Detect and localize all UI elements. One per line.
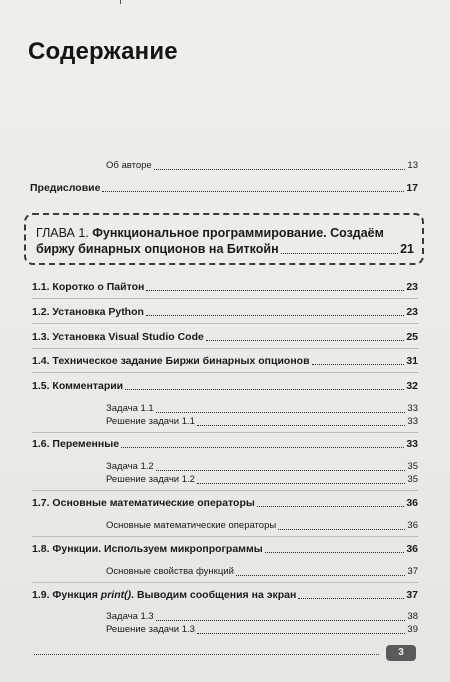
separator [32, 432, 418, 433]
leader-dots [236, 575, 406, 576]
toc-entry-label: Задача 1.2 [106, 461, 154, 472]
toc-entry-label: Задача 1.3 [106, 611, 154, 622]
toc-entry-label: Задача 1.1 [106, 403, 154, 414]
toc-entry-page: 23 [406, 306, 418, 318]
leader-dots [197, 425, 405, 426]
toc-subentry-1-5-solution[interactable] [106, 416, 418, 428]
binding-mark [120, 0, 121, 4]
toc-entry-1-7[interactable] [32, 497, 418, 509]
toc-entry-page: 39 [407, 624, 418, 635]
toc-entry-about-author[interactable] [106, 160, 418, 172]
leader-dots [278, 529, 405, 530]
toc-entry-page: 23 [406, 281, 418, 293]
separator [32, 323, 418, 324]
toc-entry-page: 35 [407, 461, 418, 472]
separator [32, 298, 418, 299]
toc-entry-label: Основные математические операторы [106, 520, 277, 531]
toc-entry-page: 38 [407, 611, 418, 622]
toc-entry-page: 37 [407, 566, 418, 577]
leader-dots [298, 598, 404, 599]
leader-dots [102, 191, 404, 192]
leader-dots [281, 253, 398, 254]
toc-entry-label: 1.6. Переменные [32, 438, 120, 450]
page-number-badge: 3 [386, 645, 416, 661]
leader-dots [197, 633, 405, 634]
chapter-heading-line2 [36, 241, 414, 257]
chapter-title-part2: биржу бинарных опционов на Биткойн [36, 242, 279, 256]
leader-dots [156, 620, 406, 621]
toc-entry-1-2[interactable] [32, 306, 418, 318]
toc-subentry-1-9-task[interactable] [106, 611, 418, 623]
toc-subentry-1-6-task[interactable] [106, 461, 418, 473]
toc-subentry-1-7-operators[interactable] [106, 520, 418, 532]
separator [32, 348, 418, 349]
toc-entry-page: 36 [407, 520, 418, 531]
leader-dots [156, 470, 406, 471]
chapter-title-part1: Функциональное программирование. Создаём [92, 226, 384, 240]
toc-subentry-1-9-solution[interactable] [106, 624, 418, 636]
toc-entry-label-pre: 1.9. Функция [32, 589, 101, 601]
toc-entry-1-3[interactable] [32, 331, 418, 343]
leader-dots [206, 340, 404, 341]
toc-entry-page: 36 [406, 543, 418, 555]
separator [32, 536, 418, 537]
toc-entry-page: 13 [407, 160, 418, 171]
leader-dots [121, 447, 404, 448]
chapter-prefix: ГЛАВА 1. [36, 226, 89, 240]
toc-entry-label [32, 589, 296, 601]
toc-entry-label: 1.5. Комментарии [32, 380, 124, 392]
toc-entry-label: Об авторе [106, 160, 152, 171]
leader-dots [257, 506, 404, 507]
toc-entry-page: 32 [406, 380, 418, 392]
toc-entry-page: 33 [406, 438, 418, 450]
toc-entry-1-5[interactable] [32, 380, 418, 392]
toc-entry-label: 1.7. Основные математические операторы [32, 497, 255, 509]
leader-dots [156, 412, 406, 413]
toc-subentry-1-8-properties[interactable] [106, 566, 418, 578]
leader-dots [146, 315, 404, 316]
toc-entry-label: 1.8. Функции. Используем микропрограммы [32, 543, 263, 555]
page-title: Содержание [28, 38, 178, 65]
leader-dots [146, 290, 404, 291]
leader-dots [312, 364, 405, 365]
chapter-heading-line1 [36, 225, 414, 241]
toc-entry-page: 25 [406, 331, 418, 343]
toc-entry-label: Решение задачи 1.3 [106, 624, 195, 635]
toc-entry-label: Предисловие [30, 182, 101, 194]
toc-entry-1-9[interactable] [32, 589, 418, 601]
toc-entry-label: Решение задачи 1.2 [106, 474, 195, 485]
footer-dotted-line [34, 654, 379, 655]
leader-dots [125, 389, 404, 390]
toc-entry-page: 35 [407, 474, 418, 485]
leader-dots [265, 552, 405, 553]
toc-entry-label: 1.3. Установка Visual Studio Code [32, 331, 204, 343]
toc-entry-label-fn: print() [100, 589, 132, 601]
leader-dots [154, 169, 406, 170]
toc-entry-label: 1.2. Установка Python [32, 306, 144, 318]
chapter-1-box[interactable] [24, 213, 424, 265]
toc-entry-1-8[interactable] [32, 543, 418, 555]
toc-subentry-1-5-task[interactable] [106, 403, 418, 415]
toc-entry-page: 17 [406, 182, 418, 194]
chapter-page: 21 [400, 242, 414, 256]
separator [32, 490, 418, 491]
toc-entry-label: 1.4. Техническое задание Биржи бинарных опционов [32, 355, 310, 367]
toc-entry-label-post: . Выводим сообщения на экран [131, 589, 297, 601]
toc-entry-page: 33 [407, 416, 418, 427]
toc-subentry-1-6-solution[interactable] [106, 474, 418, 486]
toc-entry-1-1[interactable] [32, 281, 418, 293]
toc-entry-label: Решение задачи 1.1 [106, 416, 195, 427]
toc-entry-preface[interactable] [30, 182, 418, 194]
toc-entry-label: Основные свойства функций [106, 566, 234, 577]
toc-entry-page: 36 [406, 497, 418, 509]
toc-entry-1-4[interactable] [32, 355, 418, 367]
separator [32, 372, 418, 373]
toc-entry-page: 37 [406, 589, 418, 601]
toc-entry-label: 1.1. Коротко о Пайтон [32, 281, 145, 293]
toc-entry-1-6[interactable] [32, 438, 418, 450]
toc-entry-page: 33 [407, 403, 418, 414]
leader-dots [197, 483, 405, 484]
toc-entry-page: 31 [406, 355, 418, 367]
separator [32, 582, 418, 583]
